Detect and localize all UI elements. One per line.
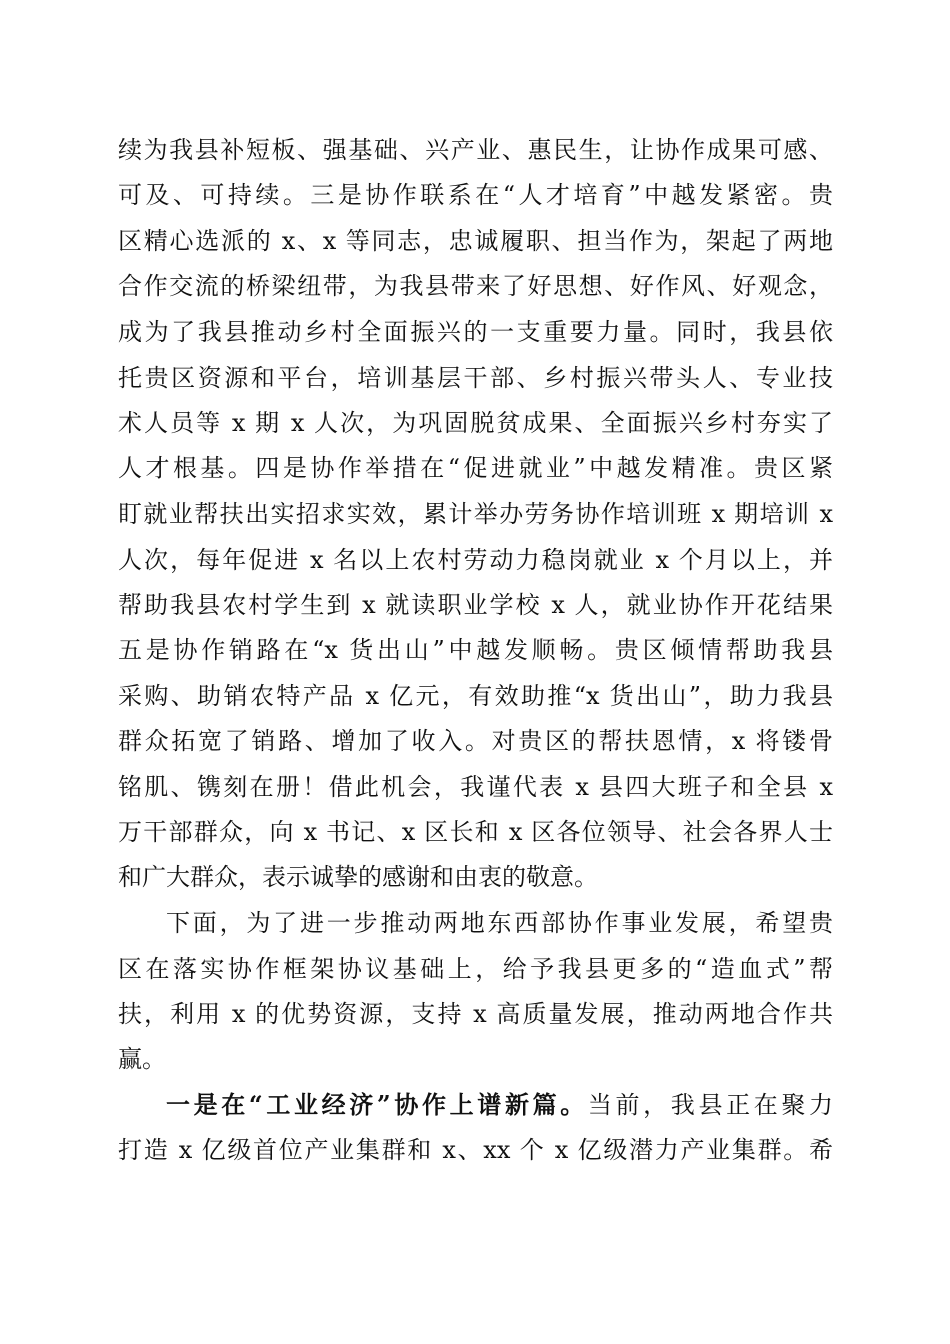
text-line: 人次，每年促进 x 名以上农村劳动力稳岗就业 x 个月以上，并 bbox=[118, 546, 833, 574]
text-line: 可及、可持续。三是协作联系在“人才培育”中越发紧密。贵 bbox=[118, 181, 833, 209]
text-line: 合作交流的桥梁纽带，为我县带来了好思想、好作风、好观念， bbox=[118, 272, 833, 300]
text-line: 五是协作销路在“x 货出山”中越发顺畅。贵区倾情帮助我县 bbox=[118, 636, 833, 664]
text-line: 人才根基。四是协作举措在“促进就业”中越发精准。贵区紧 bbox=[118, 454, 833, 482]
text-line: 扶，利用 x 的优势资源，支持 x 高质量发展，推动两地合作共 bbox=[118, 1000, 833, 1028]
text-line: 采购、助销农特产品 x 亿元，有效助推“x 货出山”，助力我县 bbox=[118, 682, 833, 710]
text-line: 铭肌、镌刻在册！借此机会，我谨代表 x 县四大班子和全县 x bbox=[118, 773, 833, 801]
text-span: 当前，我县正在聚力 bbox=[587, 1091, 834, 1119]
section-heading: 一是在“工业经济”协作上谱新篇。 bbox=[166, 1090, 588, 1119]
text-line: 群众拓宽了销路、增加了收入。对贵区的帮扶恩情，x 将镂骨 bbox=[118, 727, 833, 755]
text-line: 盯就业帮扶出实招求实效，累计举办劳务协作培训班 x 期培训 x bbox=[118, 500, 833, 528]
text-line: 帮助我县农村学生到 x 就读职业学校 x 人，就业协作开花结果 bbox=[118, 591, 833, 619]
text-line: 和广大群众，表示诚挚的感谢和由衷的敬意。 bbox=[118, 863, 598, 891]
text-line: 续为我县补短板、强基础、兴产业、惠民生，让协作成果可感、 bbox=[118, 136, 833, 164]
text-line: 区精心选派的 x、x 等同志，忠诚履职、担当作为，架起了两地 bbox=[118, 227, 833, 255]
text-line: 成为了我县推动乡村全面振兴的一支重要力量。同时，我县依 bbox=[118, 318, 833, 346]
section-heading-line bbox=[166, 1085, 833, 1125]
text-line: 区在落实协作框架协议基础上，给予我县更多的“造血式”帮 bbox=[118, 955, 833, 983]
text-line: 万干部群众，向 x 书记、x 区长和 x 区各位领导、社会各界人士 bbox=[118, 818, 833, 846]
text-line: 打造 x 亿级首位产业集群和 x、xx 个 x 亿级潜力产业集群。希 bbox=[118, 1136, 833, 1164]
text-line: 术人员等 x 期 x 人次，为巩固脱贫成果、全面振兴乡村夯实了 bbox=[118, 409, 833, 437]
text-line: 托贵区资源和平台，培训基层干部、乡村振兴带头人、专业技 bbox=[118, 364, 833, 392]
text-line: 赢。 bbox=[118, 1045, 166, 1073]
text-line: 下面，为了进一步推动两地东西部协作事业发展，希望贵 bbox=[166, 909, 833, 937]
